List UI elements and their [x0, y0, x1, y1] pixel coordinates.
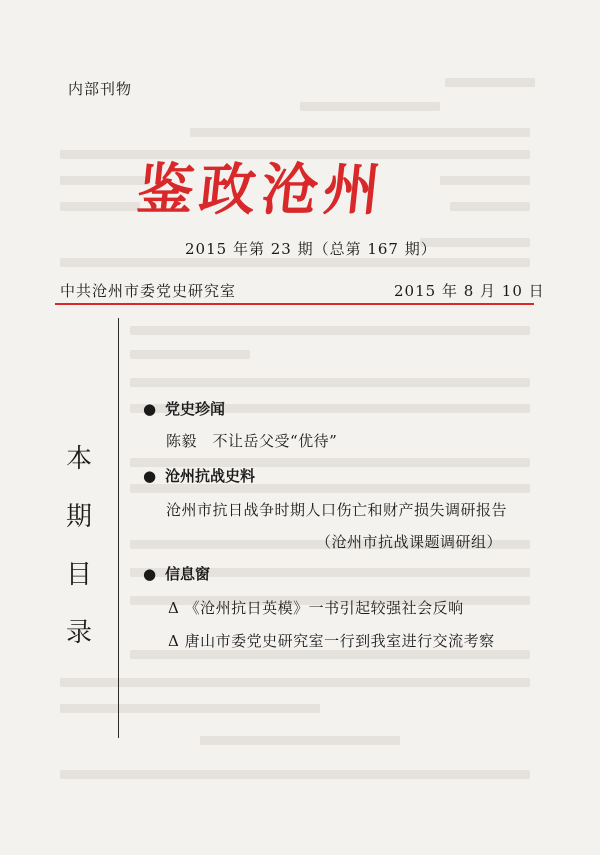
toc-heading [64, 430, 94, 662]
red-divider-rule [55, 303, 534, 305]
section-title: 信息窗 [165, 565, 211, 583]
toc-heading-char: 目 [65, 560, 92, 590]
publisher-name: 中共沧州市委党史研究室 [60, 282, 237, 300]
toc-entry: Δ 《沧州抗日英模》一书引起较强社会反响 [168, 599, 464, 617]
toc-heading-char: 本 [65, 444, 92, 474]
vertical-divider-rule [118, 318, 119, 738]
toc-heading-char: 期 [65, 502, 92, 532]
toc-entry: 沧州市抗日战争时期人口伤亡和财产损失调研报告 [166, 501, 508, 519]
toc-entry: 陈毅 不让岳父受“优待” [166, 432, 338, 450]
publication-date: 2015 年 8 月 10 日 [394, 282, 545, 300]
toc-heading-char: 录 [65, 618, 92, 648]
toc-section-info-window [143, 563, 210, 584]
internal-publication-label: 内部刊物 [68, 80, 133, 98]
toc-section-war-history [143, 465, 255, 486]
toc-section-party-history [143, 398, 225, 419]
bullet-icon: ● [143, 400, 157, 418]
section-title: 党史珍闻 [165, 400, 226, 418]
issue-number: 2015 年第 23 期（总第 167 期） [185, 240, 437, 258]
bullet-icon: ● [143, 467, 157, 485]
toc-entry-byline: （沧州市抗战课题调研组） [316, 533, 503, 551]
toc-entry: Δ 唐山市委党史研究室一行到我室进行交流考察 [168, 632, 495, 650]
section-title: 沧州抗战史料 [165, 467, 256, 485]
bullet-icon: ● [143, 565, 157, 583]
masthead-title: 鉴政沧州 [134, 158, 389, 223]
